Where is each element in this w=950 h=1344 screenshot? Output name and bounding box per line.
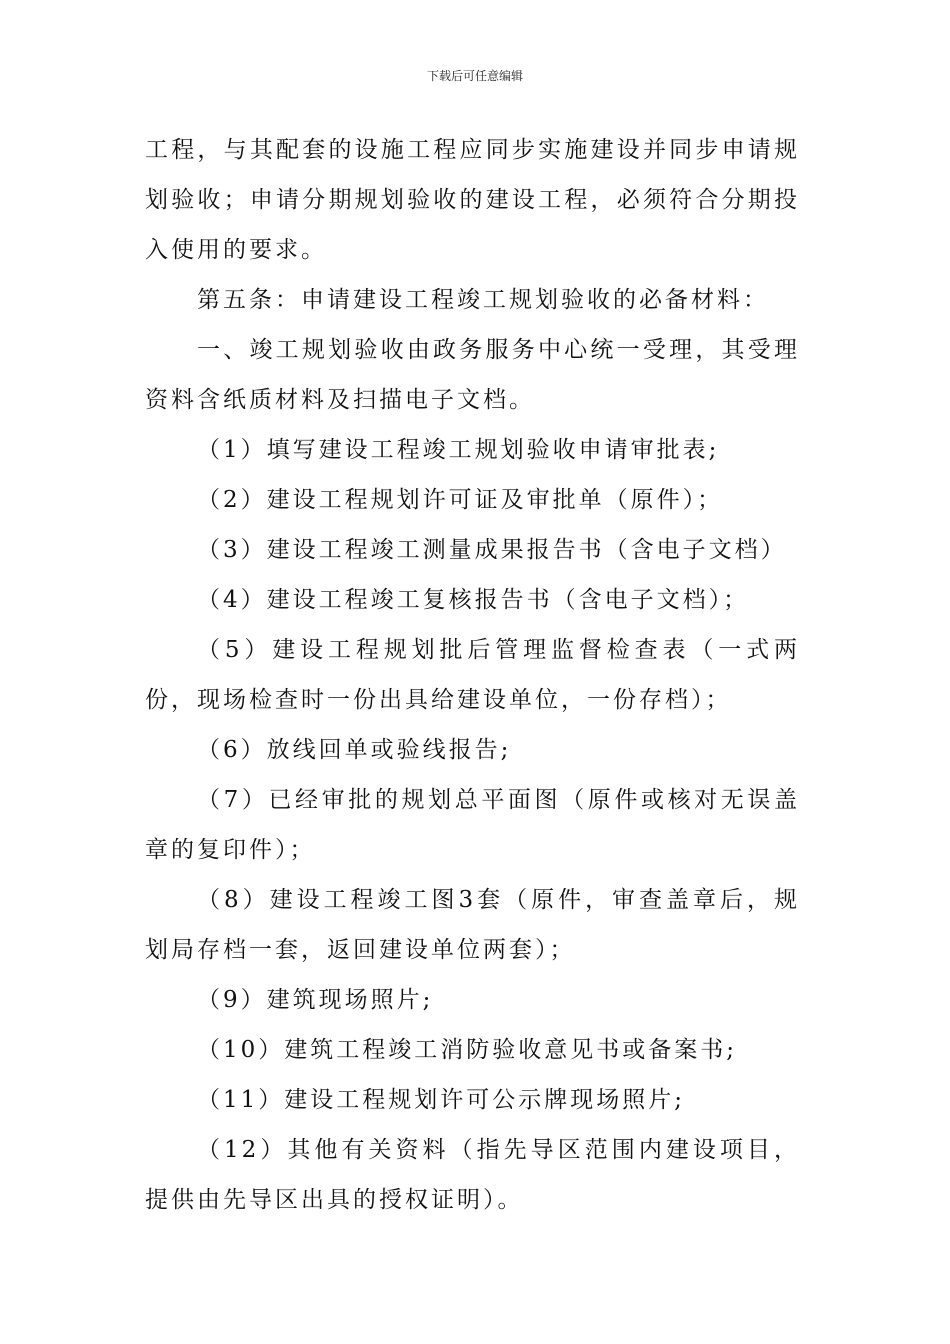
list-item-2: （2）建设工程规划许可证及审批单（原件）； xyxy=(197,487,724,513)
list-item-4: （4）建设工程竣工复核报告书（含电子文档）； xyxy=(197,587,750,613)
list-item-3: （3）建设工程竣工测量成果报告书（含电子文档） xyxy=(197,537,787,563)
list-item-10: （10）建筑工程竣工消防验收意见书或备案书; xyxy=(197,1037,738,1063)
list-item-12: （12）其他有关资料（指先导区范围内建设项目，提供由先导区出具的授权证明）。 xyxy=(145,1137,800,1213)
page-header-watermark: 下载后可任意编辑 xyxy=(426,69,523,83)
section-one-paragraph: 一、竣工规划验收由政务服务中心统一受理，其受理资料含纸质材料及扫描电子文档。 xyxy=(145,337,800,413)
paragraph-continuation: 工程，与其配套的设施工程应同步实施建设并同步申请规划验收；申请分期规划验收的建设工程，必须符合分期投入使用的要求。 xyxy=(145,137,800,263)
list-item-9: （9）建筑现场照片; xyxy=(197,987,434,1013)
document-body xyxy=(145,125,800,1225)
list-item-7: （7）已经审批的规划总平面图（原件或核对无误盖章的复印件）； xyxy=(145,787,800,863)
list-item-1: （1）填写建设工程竣工规划验收申请审批表; xyxy=(197,437,720,463)
list-item-8: （8）建设工程竣工图3套（原件，审查盖章后，规划局存档一套，返回建设单位两套）； xyxy=(145,887,800,963)
list-item-5: （5）建设工程规划批后管理监督检查表（一式两份，现场检查时一份出具给建设单位，一份存档）； xyxy=(145,637,800,713)
list-item-11: （11）建设工程规划许可公示牌现场照片; xyxy=(197,1087,686,1113)
article-five-heading: 第五条：申请建设工程竣工规划验收的必备材料： xyxy=(197,287,769,313)
list-item-6: （6）放线回单或验线报告; xyxy=(197,737,512,763)
